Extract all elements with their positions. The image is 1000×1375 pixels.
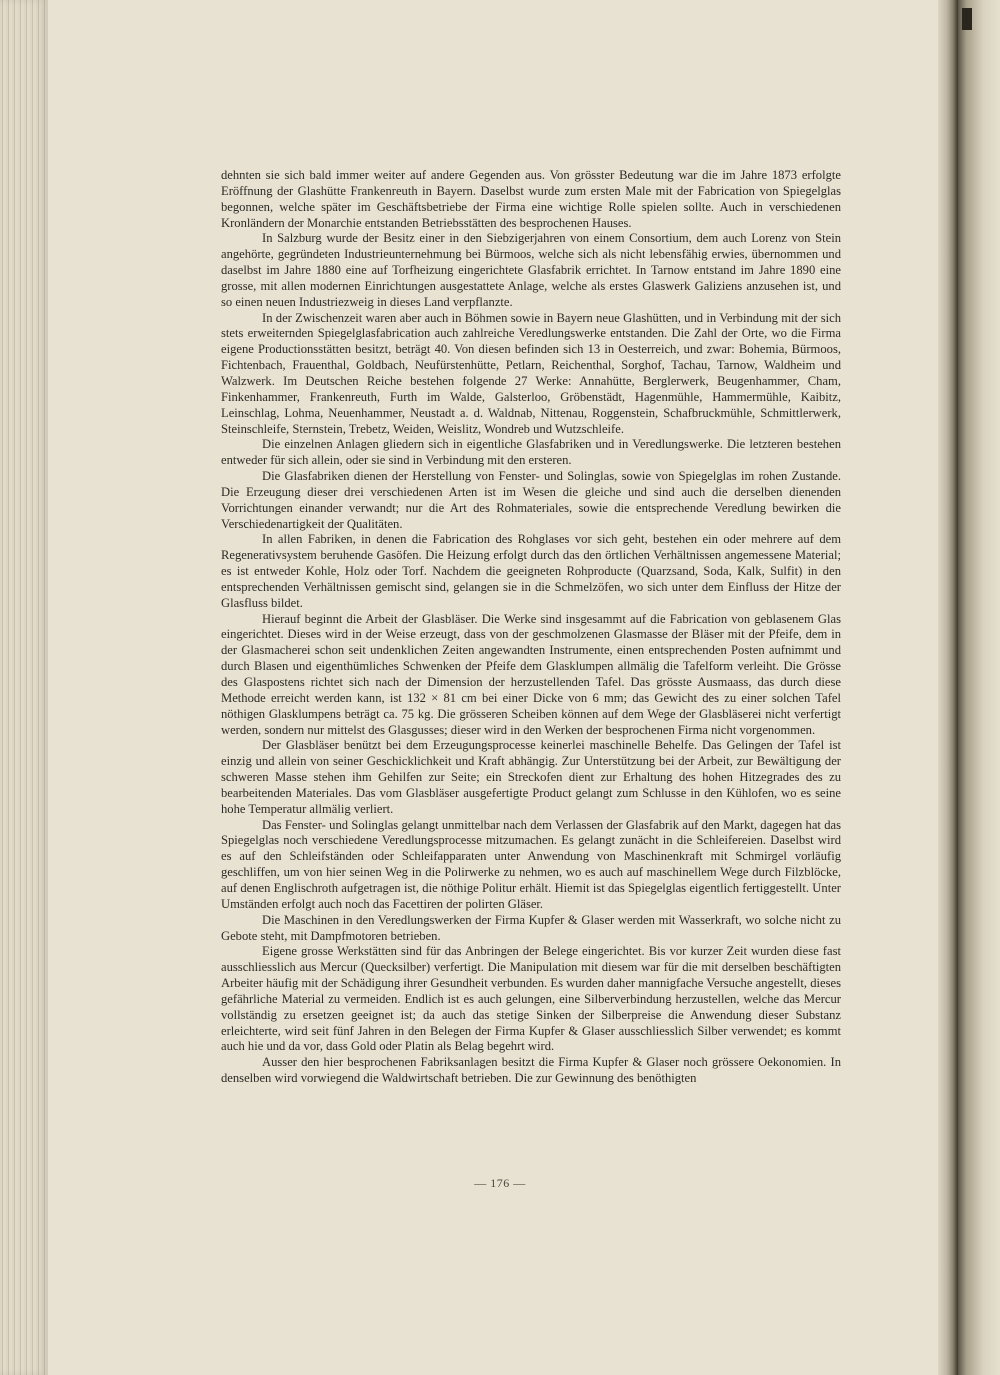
paragraph: Die Maschinen in den Veredlungswerken der Firma Kupfer & Glaser werden mit Wasserkraft, wo solche nicht zu Gebote steht, mit Dampfmotoren betrieben. <box>221 912 841 943</box>
paragraph: dehnten sie sich bald immer weiter auf andere Gegenden aus. Von grösster Bedeutung war die im Jahre 1873 erfolgte Eröffnung der Glashütte Frankenreuth in Bayern. Daselbst wurde zum ersten Male mit der Fabrication von Spiegelglas begonnen, welche später im Geschäftsbetriebe der Firma eine wichtige Rolle spielen sollte. Auch in verschiedenen Kronländern der Monarchie entstanden Betriebsstätten des besprochenen Hauses. <box>221 168 841 230</box>
paragraph: In der Zwischenzeit waren aber auch in Böhmen sowie in Bayern neue Glashütten, und in Verbindung mit der sich stets erweiternden Spiegelglasfabrication auch zahlreiche Veredlungswerke entstanden. Die Zahl der Orte, wo die Firma eigene Productionsstätten besitzt, beträgt 40. Von diesen befinden sich 13 in Oesterreich, und zwar: Bohemia, Bürmoos, Fichtenbach, Frauenthal, Goldbach, Neufürstenhütte, Petlarn, Reichenthal, Sorghof, Tachau, Tarnow, Waldheim und Walzwerk. Im Deutschen Reiche bestehen folgende 27 Werke: Annahütte, Berglerwerk, Beugenhammer, Cham, Finkenhammer, Frankenreuth, Furth im Walde, Galsterloo, Gröbenstädt, Hagenmühle, Hammermühle, Kaibitz, Leinschlag, Lohma, Neuenhammer, Neustadt a. d. Waldnab, Nittenau, Roggenstein, Schafbruckmühle, Schmittlerwerk, Steinschleife, Sternstein, Trebetz, Weiden, Weislitz, Wondreb und Wutzschleife. <box>221 310 841 436</box>
page-edges <box>0 0 48 1375</box>
paragraph: Hierauf beginnt die Arbeit der Glasbläser. Die Werke sind insgesammt auf die Fabrication von geblasenem Glas eingerichtet. Dieses wird in der Weise erzeugt, dass von der geschmolzenen Glasmasse der Bläser mit der Pfeife, dem in der Glasmacherei schon seit undenklichen Zeiten angewandten Instrumente, einen entsprechenden Posten aufnimmt und durch Blasen und eigenthümliches Schwenken der Pfeife dem Glasklumpen allmälig die Tafelform verleiht. Die Grösse des Glaspostens richtet sich nach der Dimension der herzustellenden Tafel. Das grösste Ausmaass, das durch diese Methode erreicht werden kann, ist 132 × 81 cm bei einer Dicke von 6 mm; das Gewicht des zu einer solchen Tafel nöthigen Glasklumpens beträgt ca. 75 kg. Die grösseren Scheiben können auf dem Wege der Glasbläserei nicht verfertigt werden, sondern nur mittelst des Glasgusses; dieser wird in den Werken der besprochenen Firma nicht vorgenommen. <box>221 611 841 737</box>
body-text <box>221 168 841 1087</box>
paragraph: In allen Fabriken, in denen die Fabrication des Rohglases vor sich geht, bestehen ein oder mehrere auf dem Regenerativsystem beruhende Gasöfen. Die Heizung erfolgt durch das den örtlichen Verhältnissen angemessene Material; es ist entweder Kohle, Holz oder Torf. Nachdem die geeigneten Rohproducte (Quarzsand, Soda, Kalk, Sulfit) in den entsprechenden Verhältnissen gemischt sind, gelangen sie in die Schmelzöfen, wo sich unter dem Einfluss der Hitze der Glasfluss bildet. <box>221 532 841 610</box>
paragraph: Das Fenster- und Solinglas gelangt unmittelbar nach dem Verlassen der Glasfabrik auf den Markt, dagegen hat das Spiegelglas noch verschiedene Veredlungsprocesse mitzumachen. Es gelangt zunächt in die Schleifereien. Daselbst wird es auf den Schleifständen oder Schleifapparaten unter Anwendung von Maschinenkraft mit Schmirgel vorläufig geschliffen, um von hier seinen Weg in die Polirwerke zu nehmen, wo es auch auf maschinellem Wege durch Filzblöcke, auf denen Englischroth aufgetragen ist, die nöthige Politur erhält. Hiemit ist das Spiegelglas eigentlich fertiggestellt. Unter Umständen erfolgt auch noch das Facettiren der polirten Gläser. <box>221 817 841 911</box>
page-number: — 176 — <box>474 1176 526 1190</box>
paragraph: Ausser den hier besprochenen Fabriksanlagen besitzt die Firma Kupfer & Glaser noch grössere Oekonomien. In denselben wird vorwiegend die Waldwirtschaft betrieben. Die zur Gewinnung des benöthigten <box>221 1055 841 1086</box>
facing-page-edge <box>958 0 1000 1375</box>
paragraph: Die Glasfabriken dienen der Herstellung von Fenster- und Solinglas, sowie von Spiegelglas im rohen Zustande. Die Erzeugung dieser drei verschiedenen Arten ist im Wesen die gleiche und sind auch die derselben dienenden Vorrichtungen einander verwandt; nur die Art des Rohmateriales, sowie die entsprechende Veredlung bewirken die Verschiedenartigkeit der Qualitäten. <box>221 469 841 531</box>
book-gutter <box>938 0 958 1375</box>
paragraph: Eigene grosse Werkstätten sind für das Anbringen der Belege eingerichtet. Bis vor kurzer Zeit wurden diese fast ausschliesslich aus Mercur (Quecksilber) verfertigt. Die Manipulation mit diesem war für die mit derselben beschäftigten Arbeiter häufig mit der Schädigung ihrer Gesundheit verbunden. Es wurden daher mannigfache Versuche angestellt, dieses gefährliche Material zu vermeiden. Endlich ist es auch gelungen, eine Silberverbindung herzustellen, welche das Mercur vollständig zu ersetzen geeignet ist; da auch das stetige Sinken der Silberpreise die Anwendung dieser Substanz erleichterte, wird seit fünf Jahren in den Belegen der Firma Kupfer & Glaser ausschliesslich Silber verwendet; es kommt auch hie und da vor, dass Gold oder Platin als Belag begehrt wird. <box>221 944 841 1054</box>
paragraph: In Salzburg wurde der Besitz einer in den Siebzigerjahren von einem Consortium, dem auch Lorenz von Stein angehörte, gegründeten Industrieunternehmung bei Bürmoos, welche sich als nicht lebensfähig erwies, übernommen und daselbst im Jahre 1880 eine auf Torfheizung eingerichtete Glasfabrik errichtet. In Tarnow entstand im Jahre 1890 eine grosse, mit allen modernen Einrichtungen ausgestattete Anlage, welche als erstes Glaswerk Galiziens anzusehen ist, und so einen neuen Industriezweig in dieses Land verpflanzte. <box>221 231 841 309</box>
paragraph: Die einzelnen Anlagen gliedern sich in eigentliche Glasfabriken und in Veredlungswerke. Die letzteren bestehen entweder für sich allein, oder sie sind in Verbindung mit den ersteren. <box>221 437 841 468</box>
page-edge-marker <box>962 8 972 30</box>
paragraph: Der Glasbläser benützt bei dem Erzeugungsprocesse keinerlei maschinelle Behelfe. Das Gelingen der Tafel ist einzig und allein von seiner Geschicklichkeit und Kraft abhängig. Zur Unterstützung bei der Arbeit, zur Bewältigung der schweren Masse stehen ihm Gehilfen zur Seite; ein Streckofen dient zur Erhaltung des hohen Hitzegrades des zu bearbeitenden Materiales. Das vom Glasbläser ausgefertigte Product gelangt zum Schlusse in den Kühlofen, wo es seine hohe Temperatur allmälig verliert. <box>221 738 841 816</box>
